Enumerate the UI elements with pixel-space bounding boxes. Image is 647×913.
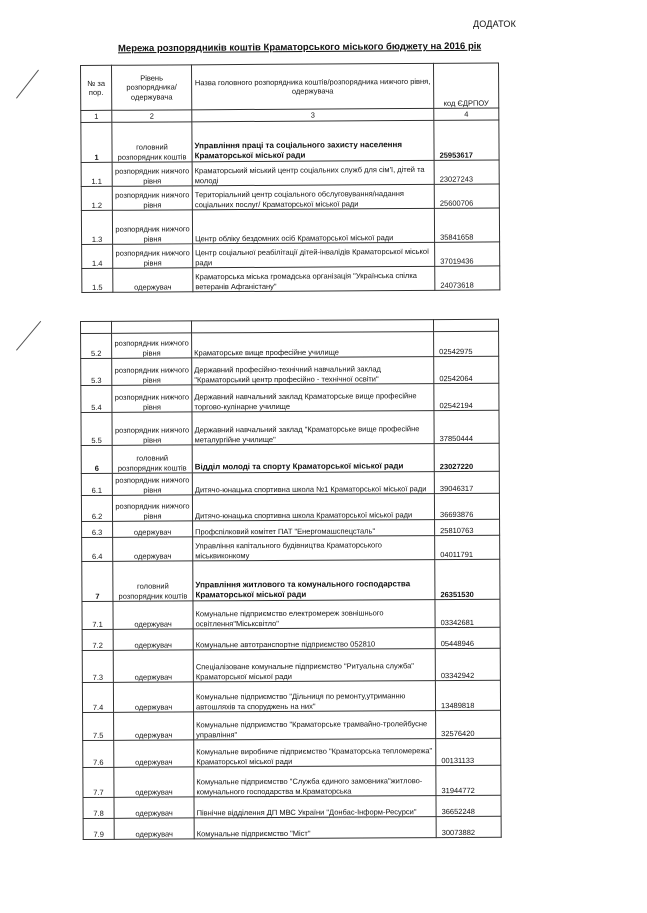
row-code: 25953617 [434, 120, 499, 160]
table-row [81, 184, 499, 211]
row-code: 37850444 [434, 410, 499, 443]
table-row [82, 680, 500, 712]
index-cell: 4 [434, 108, 499, 120]
row-name: Відділ молоді та спорту Краматорської міської ради [192, 444, 434, 473]
row-code: 03342681 [435, 599, 500, 627]
row-code: 13489818 [435, 680, 500, 710]
row-code: 02542194 [434, 383, 499, 410]
budget-table-part1 [80, 62, 500, 293]
row-level: розпорядник нижчого рівня [112, 333, 192, 358]
row-level: розпорядник нижчого рівня [112, 186, 192, 210]
table-row [82, 559, 500, 601]
row-number: 1 [81, 122, 112, 162]
row-level: розпорядник нижчого рівня [112, 473, 192, 495]
row-name: Центр соціальної реабілітації дітей-інвалідів Краматорської міської ради [193, 242, 435, 267]
row-code: 23027243 [434, 160, 499, 184]
row-number: 7.1 [82, 601, 113, 629]
row-code: 25600706 [434, 184, 499, 208]
row-code: 26351530 [435, 559, 500, 599]
row-code: 36693876 [434, 493, 499, 519]
table-row [83, 710, 501, 740]
row-name: Комунальне автотранспортне підприємство 052810 [193, 628, 435, 650]
row-name: Комунальне виробниче підприємство "Краматорська тепломережа" Краматорської міської ради [194, 739, 436, 767]
table-row [81, 383, 499, 412]
row-code: 02542064 [434, 356, 499, 383]
row-code: 24073618 [435, 266, 500, 290]
table-row [81, 356, 499, 385]
row-code: 30073882 [436, 816, 501, 837]
table-row [82, 648, 500, 682]
row-number: 1.1 [81, 162, 112, 186]
row-number: 1.3 [81, 210, 112, 244]
table-row [81, 471, 499, 495]
row-level: одержувач [114, 797, 194, 818]
table-row [81, 493, 499, 521]
table-header-row [81, 63, 499, 111]
row-level: одержувач [114, 767, 194, 797]
row-name: Дитячо-юнацька спортивна школа Краматорської міської ради [192, 494, 434, 521]
row-code: 02542975 [434, 331, 499, 356]
row-name: Краматорська міська громадська організація "Українська спілка ветеранів Афганістану" [193, 266, 435, 291]
row-number: 7 [82, 561, 113, 601]
row-number: 7.5 [83, 712, 114, 740]
row-name: Державний професійно-технічний навчальний заклад "Краматорський центр професійно - технічної освіти" [192, 357, 434, 385]
row-name: Північне відділення ДП МВС України "Донбас-Інформ-Ресурси" [194, 796, 436, 818]
header-level: Рівень розпорядника/одержувача [112, 65, 192, 110]
row-code: 25810763 [435, 519, 500, 535]
row-name: Управління капітального будівництва Краматорського міськвиконкому [193, 536, 435, 561]
row-name: Управління праці та соціального захисту населення Краматорської міської ради [192, 120, 434, 161]
row-number: 6 [81, 445, 112, 473]
table-row [82, 535, 500, 561]
table-row [82, 242, 500, 269]
row-number: 7.4 [82, 682, 113, 712]
row-level: одержувач [114, 712, 194, 740]
row-name: Краматорське вище професійне училище [192, 332, 434, 358]
document-title: Мережа розпорядників коштів Краматорського міського бюджету на 2016 рік [117, 40, 482, 55]
row-code: 04011791 [435, 535, 500, 559]
row-name: Центр обліку бездомних осіб Краматорської міської ради [192, 208, 434, 243]
index-cell: 3 [192, 108, 434, 121]
row-number: 5.4 [81, 385, 112, 412]
table-row [82, 627, 500, 650]
row-number: 7.7 [83, 767, 114, 797]
row-code: 32576420 [436, 710, 501, 738]
table-row [81, 160, 499, 187]
header-name: Назва головного розпорядника коштів/розпорядника нижчого рівня, одержувача [192, 63, 434, 109]
table-row [81, 331, 499, 358]
table-body-part1 [81, 120, 500, 293]
row-code: 23027220 [434, 443, 499, 471]
table-row [81, 120, 499, 163]
row-number: 7.3 [82, 650, 113, 682]
row-level: розпорядник нижчого рівня [112, 162, 192, 186]
row-number: 6.1 [81, 473, 112, 495]
row-name: Комунальне підприємство "Міст" [194, 817, 436, 839]
row-code: 35841658 [434, 208, 499, 242]
row-level: одержувач [113, 537, 193, 561]
scan-mark-top [16, 70, 39, 99]
row-level: розпорядник нижчого рівня [112, 412, 192, 445]
row-number: 7.9 [83, 818, 114, 839]
row-level: головний розпорядник коштів [112, 445, 192, 473]
row-number: 7.2 [82, 629, 113, 650]
row-number: 1.5 [82, 268, 113, 292]
row-level: розпорядник нижчого рівня [112, 495, 192, 521]
row-number: 6.2 [81, 495, 112, 521]
table-row [81, 443, 499, 473]
row-number: 7.8 [83, 797, 114, 818]
spacer-cell [81, 321, 112, 333]
table-row [83, 738, 501, 767]
row-code: 39046317 [434, 471, 499, 493]
row-name: Управління житлового та комунального господарства Краматорської міської ради [193, 560, 435, 601]
row-name: Державний навчальний заклад Краматорське вище професійне торгово-кулінарне училище [192, 384, 434, 412]
scan-mark-middle [16, 321, 41, 351]
row-level: розпорядник нижчого рівня [112, 210, 192, 244]
row-number: 6.3 [82, 521, 113, 537]
row-name: Комунальне підприємство електромереж зовнішнього освітлення"Міськсвітло" [193, 600, 435, 629]
row-number: 6.4 [82, 537, 113, 561]
spacer-cell [433, 319, 498, 331]
row-name: Комунальне підприємство "Дільниця по ремонту,утриманню автошляхів та споруджень на них" [193, 681, 435, 712]
header-code: код ЄДРПОУ [433, 63, 498, 108]
row-number: 1.2 [81, 186, 112, 210]
row-name: Дитячо-юнацька спортивна школа №1 Краматорської міської ради [192, 472, 434, 495]
row-name: Територіальний центр соціального обслуговування/надання соціальних послуг/ Краматорської міської ради [192, 184, 434, 209]
row-level: одержувач [113, 521, 193, 537]
table-row [81, 410, 499, 445]
row-number: 5.2 [81, 333, 112, 358]
budget-table-part2 [80, 319, 502, 840]
row-code: 31944772 [436, 765, 501, 795]
appendix-label: ДОДАТОК [473, 19, 517, 29]
table-row [83, 816, 501, 839]
row-code: 03342942 [435, 648, 500, 680]
index-cell: 1 [81, 110, 112, 122]
row-code: 00131133 [436, 738, 501, 765]
index-cell: 2 [112, 110, 192, 122]
row-name: Комунальне підприємство "Краматорське трамвайно-тролейбусне управління" [194, 711, 436, 740]
row-level: одержувач [113, 629, 193, 650]
row-level: розпорядник нижчого рівня [112, 358, 192, 385]
row-level: одержувач [113, 650, 193, 682]
table-row [83, 795, 501, 818]
row-number: 5.3 [81, 358, 112, 385]
row-number: 1.4 [82, 244, 113, 268]
row-number: 7.6 [83, 740, 114, 767]
row-level: одержувач [114, 818, 194, 839]
row-level: одержувач [113, 682, 193, 712]
row-name: Краматорський міський центр соціальних служб для сім'ї, дітей та молоді [192, 160, 434, 185]
row-level: одержувач [113, 601, 193, 629]
row-code: 37019436 [435, 242, 500, 266]
row-code: 05448946 [435, 627, 500, 648]
row-name: Спеціалізоване комунальне підприємство "Ритуальна служба" Краматорської міської ради [193, 649, 435, 682]
table-body-part2 [81, 319, 502, 839]
row-number: 5.5 [81, 412, 112, 445]
row-level: головний розпорядник коштів [113, 561, 193, 601]
row-name: Державний навчальний заклад "Краматорське вище професійне металургійне училище" [192, 411, 434, 445]
table-row [81, 208, 499, 245]
row-code: 36652248 [436, 795, 501, 816]
table-row [82, 266, 500, 293]
row-name: Профспілковий комітет ПАТ "Енергомашспецсталь" [193, 520, 435, 537]
table-row [82, 599, 500, 629]
table-row [83, 765, 501, 797]
row-level: одержувач [114, 740, 194, 767]
spacer-cell [112, 321, 192, 333]
row-level: одержувач [113, 268, 193, 292]
row-name: Комунальне підприємство "Служба єдиного замовника"житлово-комунального господарства м.Краматорська [194, 766, 436, 797]
row-level: розпорядник нижчого рівня [112, 385, 192, 412]
header-number: № за пор. [81, 65, 112, 110]
row-level: головний розпорядник коштів [112, 122, 192, 162]
row-level: розпорядник нижчого рівня [113, 244, 193, 268]
